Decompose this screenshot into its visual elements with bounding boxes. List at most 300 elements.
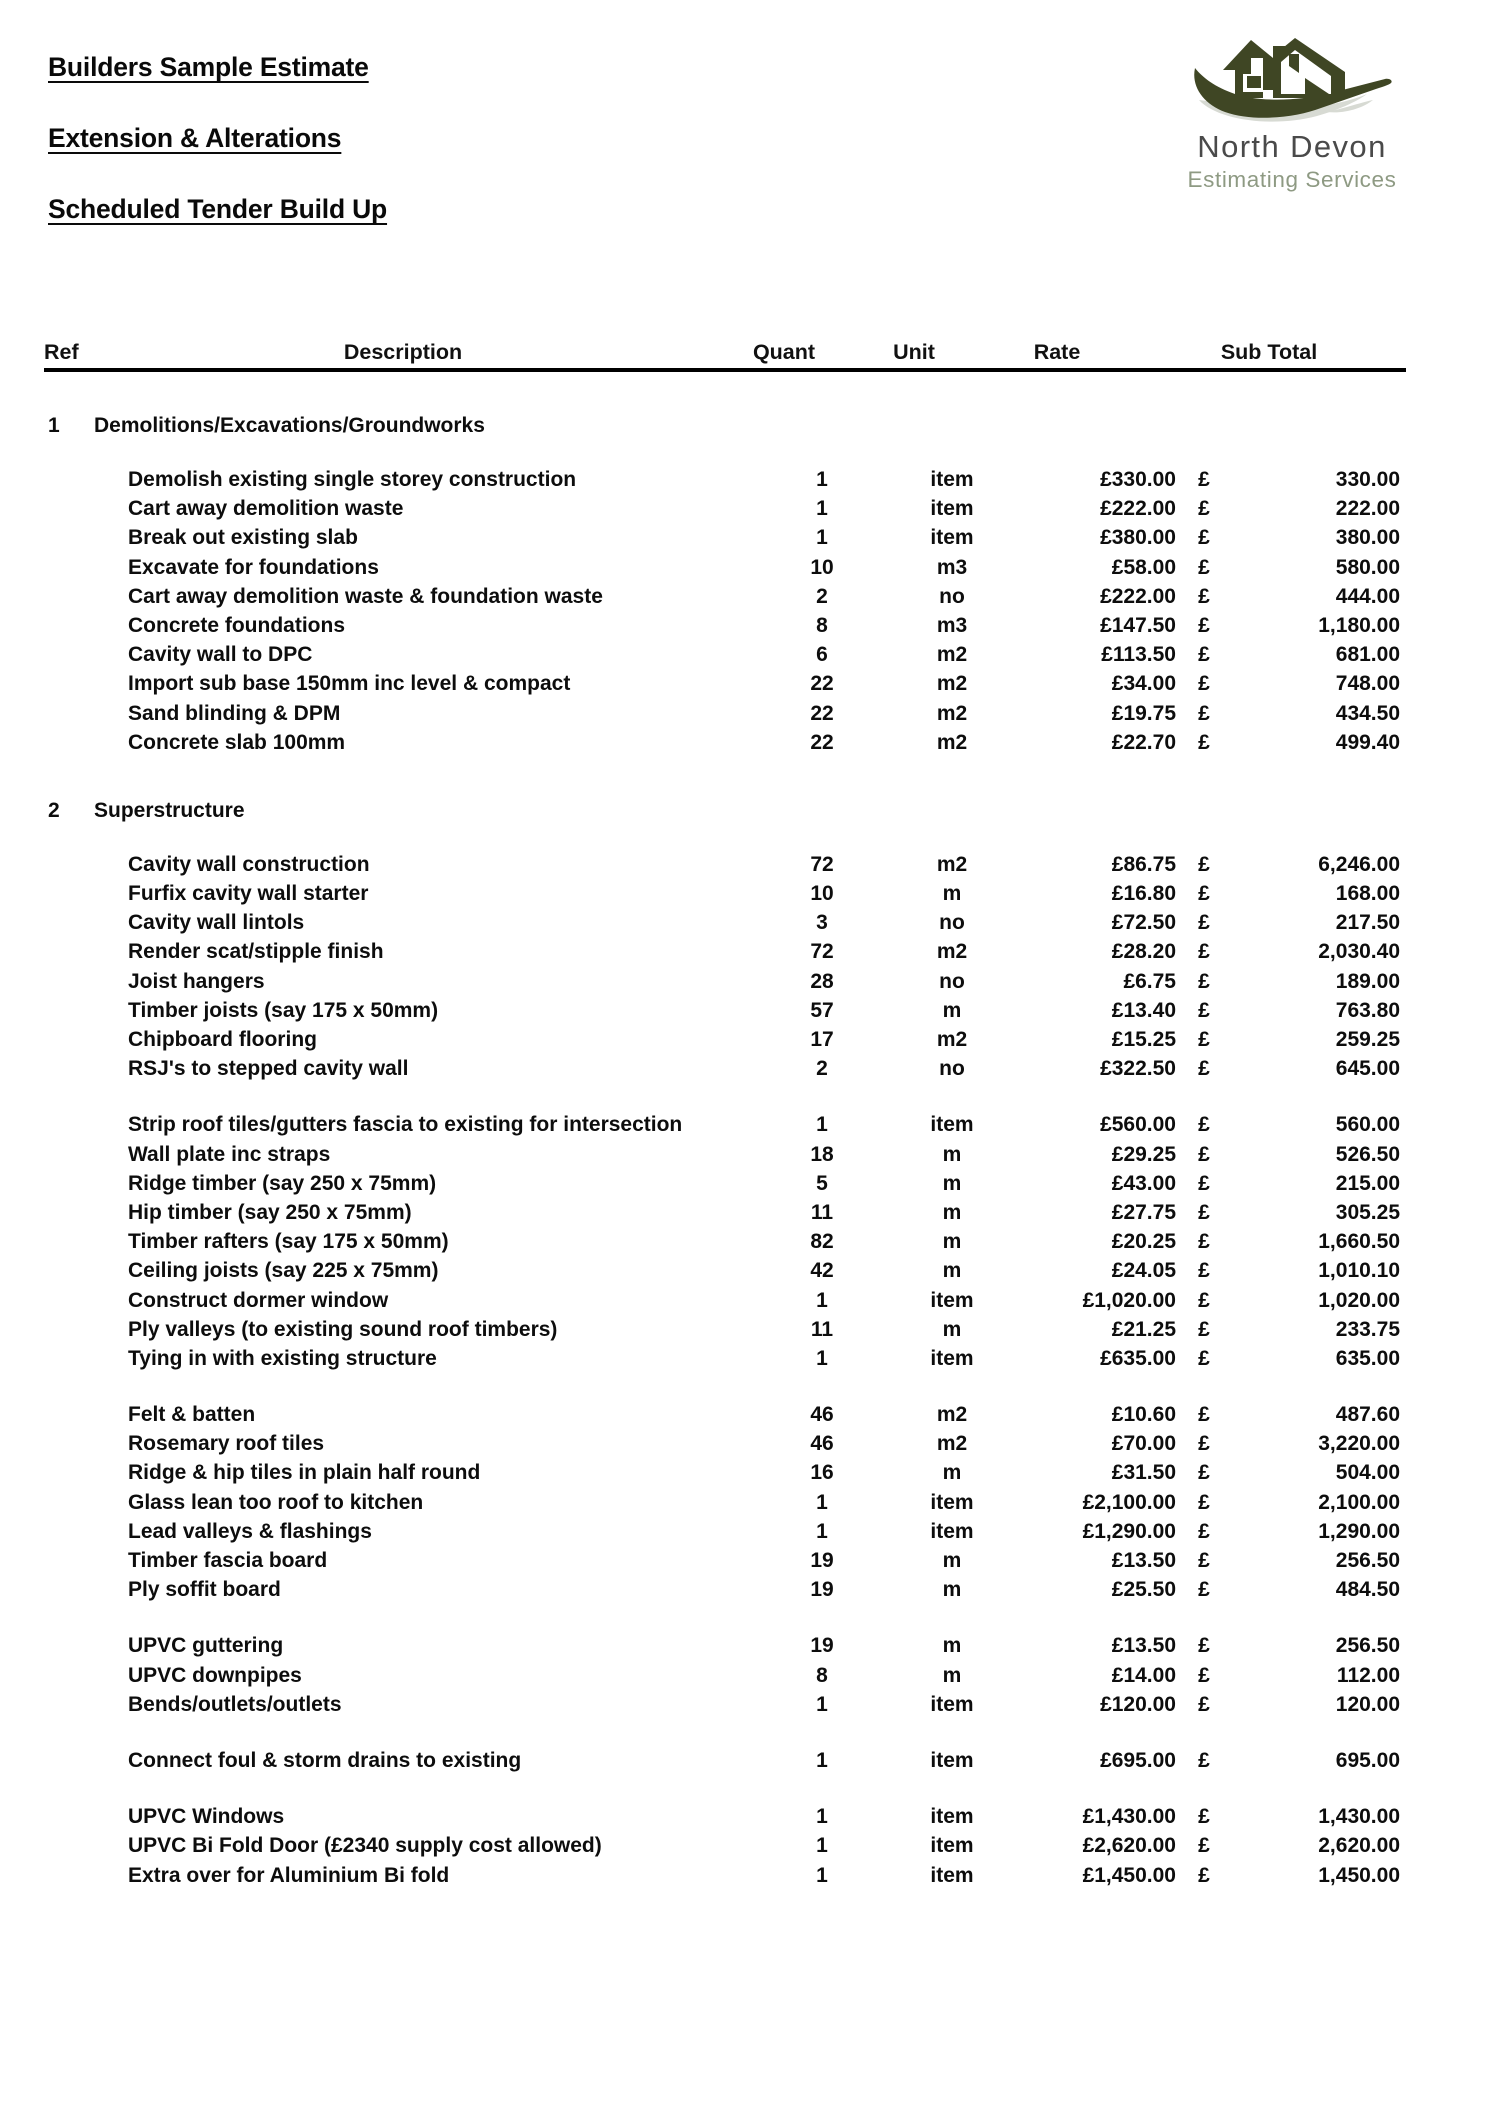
cell-currency: £ <box>1198 1578 1210 1602</box>
cell-currency: £ <box>1198 1317 1210 1341</box>
table-row <box>44 967 1406 996</box>
cell-unit: item <box>930 1288 974 1312</box>
cell-description: UPVC downpipes <box>128 1663 302 1687</box>
cell-currency: £ <box>1198 730 1210 754</box>
cell-description: Cart away demolition waste <box>128 497 404 521</box>
cell-description: Ridge & hip tiles in plain half round <box>128 1461 481 1485</box>
cell-sub-total: 189.00 <box>1335 969 1400 993</box>
cell-quant: 22 <box>810 701 834 725</box>
cell-currency: £ <box>1198 1028 1210 1051</box>
cell-sub-total: 645.00 <box>1335 1057 1400 1081</box>
house-on-leaf-logo-icon <box>1177 28 1407 133</box>
cell-quant: 19 <box>810 1578 834 1602</box>
cell-sub-total: 233.75 <box>1335 1317 1400 1341</box>
cell-sub-total: 580.00 <box>1335 555 1400 579</box>
cell-quant: 1 <box>816 1863 828 1887</box>
cell-unit: m2 <box>936 672 968 696</box>
cell-quant: 82 <box>810 1230 834 1254</box>
section-header <box>44 799 1406 823</box>
cell-sub-total: 526.50 <box>1335 1142 1400 1166</box>
cell-quant: 19 <box>810 1549 834 1572</box>
cell-rate: £31.50 <box>1111 1461 1176 1485</box>
cell-sub-total: 2,030.40 <box>1318 940 1400 964</box>
cell-rate: £222.00 <box>1100 497 1176 521</box>
cell-unit: m2 <box>936 701 968 725</box>
cell-currency: £ <box>1198 1113 1210 1137</box>
group-spacer <box>44 1083 1406 1110</box>
cell-rate: £58.00 <box>1111 555 1176 579</box>
cell-quant: 1 <box>816 1288 828 1312</box>
row-group <box>44 1400 1406 1604</box>
cell-rate: £120.00 <box>1100 1692 1176 1716</box>
cell-rate: £222.00 <box>1100 584 1176 608</box>
cell-quant: 22 <box>810 730 834 754</box>
table-row <box>44 1169 1406 1198</box>
cell-unit: m <box>942 1549 962 1572</box>
cell-quant: 1 <box>816 468 828 491</box>
cell-description: RSJ's to stepped cavity wall <box>128 1057 409 1081</box>
cell-rate: £20.25 <box>1111 1230 1176 1254</box>
cell-currency: £ <box>1198 584 1210 608</box>
cell-currency: £ <box>1198 468 1210 491</box>
cell-description: Felt & batten <box>128 1403 256 1427</box>
cell-rate: £24.05 <box>1111 1259 1176 1283</box>
cell-rate: £1,430.00 <box>1082 1805 1176 1829</box>
cell-unit: m <box>942 882 962 906</box>
section-title: Demolitions/Excavations/Groundworks <box>94 414 485 437</box>
cell-sub-total: 259.25 <box>1335 1028 1400 1051</box>
table-row <box>44 937 1406 966</box>
cell-sub-total: 6,246.00 <box>1318 852 1400 876</box>
cell-description: Break out existing slab <box>128 526 358 550</box>
cell-sub-total: 1,290.00 <box>1318 1519 1400 1543</box>
cell-quant: 1 <box>816 1346 828 1370</box>
cell-unit: item <box>930 1834 974 1858</box>
cell-description: Rosemary roof tiles <box>128 1432 325 1456</box>
cell-description: Strip roof tiles/gutters fascia to existing for intersection <box>128 1113 683 1137</box>
cell-currency: £ <box>1198 526 1210 550</box>
group-spacer <box>44 1775 1406 1802</box>
column-header-unit: Unit <box>893 340 935 364</box>
cell-sub-total: 1,430.00 <box>1318 1805 1400 1829</box>
cell-unit: item <box>930 1692 974 1716</box>
table-row <box>44 1458 1406 1487</box>
cell-rate: £635.00 <box>1100 1346 1176 1370</box>
cell-unit: m3 <box>936 613 968 637</box>
column-header-sub-total: Sub Total <box>1220 340 1318 364</box>
cell-unit: no <box>939 969 965 993</box>
cell-rate: £1,450.00 <box>1082 1863 1176 1887</box>
cell-currency: £ <box>1198 1200 1210 1224</box>
section-spacer <box>44 823 1406 850</box>
cell-rate: £380.00 <box>1100 526 1176 550</box>
cell-currency: £ <box>1198 1549 1210 1572</box>
cell-description: Extra over for Aluminium Bi fold <box>128 1863 450 1887</box>
cell-quant: 28 <box>810 969 834 993</box>
cell-description: Wall plate inc straps <box>128 1142 331 1166</box>
cell-quant: 19 <box>810 1634 834 1658</box>
table-row <box>44 1315 1406 1344</box>
cell-currency: £ <box>1198 1142 1210 1166</box>
cell-currency: £ <box>1198 1171 1210 1195</box>
cell-currency: £ <box>1198 1663 1210 1687</box>
cell-currency: £ <box>1198 1490 1210 1514</box>
table-row <box>44 1198 1406 1227</box>
cell-sub-total: 681.00 <box>1335 643 1400 667</box>
cell-rate: £72.50 <box>1111 911 1176 935</box>
cell-description: Sand blinding & DPM <box>128 701 341 725</box>
cell-currency: £ <box>1198 613 1210 637</box>
table-row <box>44 908 1406 937</box>
table-row <box>44 1631 1406 1660</box>
cell-quant: 1 <box>816 1113 828 1137</box>
cell-rate: £13.40 <box>1111 998 1176 1022</box>
cell-currency: £ <box>1198 672 1210 696</box>
table-row <box>44 996 1406 1025</box>
cell-sub-total: 695.00 <box>1335 1748 1400 1772</box>
cell-currency: £ <box>1198 1288 1210 1312</box>
cell-currency: £ <box>1198 998 1210 1022</box>
cell-rate: £22.70 <box>1111 730 1176 754</box>
column-header-ref: Ref <box>44 340 79 364</box>
cell-currency: £ <box>1198 911 1210 935</box>
cell-sub-total: 763.80 <box>1335 998 1400 1022</box>
cell-unit: item <box>930 1805 974 1829</box>
cell-description: Glass lean too roof to kitchen <box>128 1490 424 1514</box>
cell-unit: m3 <box>936 555 968 579</box>
cell-sub-total: 217.50 <box>1335 911 1400 935</box>
cell-currency: £ <box>1198 497 1210 521</box>
cell-rate: £29.25 <box>1111 1142 1176 1166</box>
cell-unit: m <box>942 1317 962 1341</box>
cell-currency: £ <box>1198 1259 1210 1283</box>
section-ref: 1 <box>48 414 60 437</box>
cell-sub-total: 2,100.00 <box>1318 1490 1400 1514</box>
document-type-title: Scheduled Tender Build Up <box>48 194 388 224</box>
cell-currency: £ <box>1198 1863 1210 1887</box>
cell-currency: £ <box>1198 643 1210 667</box>
cell-description: UPVC guttering <box>128 1634 284 1658</box>
section-ref: 2 <box>48 798 60 822</box>
title-line-3 <box>48 194 1048 265</box>
row-group <box>44 1631 1406 1719</box>
table-row <box>44 669 1406 698</box>
cell-rate: £6.75 <box>1123 969 1176 993</box>
cell-unit: m <box>942 998 962 1022</box>
cell-quant: 8 <box>816 1663 828 1687</box>
cell-quant: 42 <box>810 1259 834 1283</box>
cell-sub-total: 635.00 <box>1335 1346 1400 1370</box>
cell-rate: £70.00 <box>1111 1432 1176 1456</box>
cell-unit: m <box>942 1142 962 1166</box>
cell-currency: £ <box>1198 555 1210 579</box>
cell-quant: 10 <box>810 555 834 579</box>
cell-quant: 1 <box>816 1519 828 1543</box>
cell-quant: 1 <box>816 1748 828 1772</box>
cell-quant: 2 <box>816 1057 828 1081</box>
cell-unit: item <box>930 468 974 491</box>
cell-quant: 11 <box>810 1317 834 1341</box>
table-row <box>44 1575 1406 1604</box>
cell-quant: 1 <box>816 497 828 521</box>
cell-rate: £15.25 <box>1111 1028 1176 1051</box>
cell-description: Render scat/stipple finish <box>128 940 384 964</box>
title-line-1 <box>48 52 1048 123</box>
cell-rate: £27.75 <box>1111 1200 1176 1224</box>
cell-quant: 5 <box>816 1171 828 1195</box>
table-row <box>44 728 1406 757</box>
table-row <box>44 1140 1406 1169</box>
group-spacer <box>44 1719 1406 1746</box>
table-row <box>44 640 1406 669</box>
cell-quant: 16 <box>810 1461 834 1485</box>
table-row <box>44 465 1406 494</box>
cell-quant: 72 <box>810 940 834 964</box>
table-row <box>44 850 1406 879</box>
table-row <box>44 699 1406 728</box>
cell-rate: £10.60 <box>1111 1403 1176 1427</box>
table-row <box>44 1344 1406 1373</box>
cell-rate: £2,100.00 <box>1082 1490 1176 1514</box>
cell-sub-total: 215.00 <box>1335 1171 1400 1195</box>
table-body <box>44 414 1406 1890</box>
cell-sub-total: 748.00 <box>1335 672 1400 696</box>
cell-quant: 1 <box>816 526 828 550</box>
cell-rate: £330.00 <box>1100 468 1176 491</box>
cell-currency: £ <box>1198 1432 1210 1456</box>
table-row <box>44 1861 1406 1890</box>
cell-unit: m <box>942 1200 962 1224</box>
table-row <box>44 1690 1406 1719</box>
cell-unit: no <box>939 1057 965 1081</box>
cell-unit: item <box>930 1346 974 1370</box>
cell-sub-total: 256.50 <box>1335 1549 1400 1572</box>
cell-quant: 17 <box>810 1028 834 1051</box>
company-logo <box>1142 28 1442 191</box>
cell-description: Timber joists (say 175 x 50mm) <box>128 998 439 1022</box>
cell-rate: £560.00 <box>1100 1113 1176 1137</box>
cell-rate: £34.00 <box>1111 672 1176 696</box>
project-subtitle: Extension & Alterations <box>48 123 342 153</box>
row-group <box>44 850 1406 1084</box>
cell-quant: 46 <box>810 1403 834 1427</box>
cell-sub-total: 112.00 <box>1336 1663 1400 1687</box>
cell-quant: 8 <box>816 613 828 637</box>
table-row <box>44 1429 1406 1458</box>
cell-quant: 10 <box>810 882 834 906</box>
section-header <box>44 414 1406 438</box>
cell-currency: £ <box>1198 1519 1210 1543</box>
table-row <box>44 1025 1406 1054</box>
cell-currency: £ <box>1198 1748 1210 1772</box>
cell-quant: 2 <box>816 584 828 608</box>
cell-sub-total: 504.00 <box>1335 1461 1400 1485</box>
table-row <box>44 1661 1406 1690</box>
table-row <box>44 1517 1406 1546</box>
table-row <box>44 1488 1406 1517</box>
cell-rate: £695.00 <box>1100 1748 1176 1772</box>
cell-currency: £ <box>1198 1834 1210 1858</box>
cell-rate: £43.00 <box>1111 1171 1176 1195</box>
cell-currency: £ <box>1198 1230 1210 1254</box>
cell-unit: m <box>942 1663 962 1687</box>
cell-sub-total: 305.25 <box>1335 1200 1400 1224</box>
table-row <box>44 1831 1406 1860</box>
row-group <box>44 1802 1406 1890</box>
cell-rate: £19.75 <box>1111 701 1176 725</box>
table-row <box>44 1256 1406 1285</box>
cell-unit: item <box>930 526 974 550</box>
cell-sub-total: 1,450.00 <box>1318 1863 1400 1887</box>
cell-unit: no <box>939 584 965 608</box>
cell-description: Cavity wall to DPC <box>128 643 313 667</box>
logo-company-name: North Devon <box>1197 129 1387 164</box>
table-row <box>44 523 1406 552</box>
page-title: Builders Sample Estimate <box>48 52 369 82</box>
cell-quant: 1 <box>816 1805 828 1829</box>
cell-description: Connect foul & storm drains to existing <box>128 1748 522 1772</box>
group-spacer <box>44 1604 1406 1631</box>
cell-unit: m <box>942 1634 962 1658</box>
cell-description: Ridge timber (say 250 x 75mm) <box>128 1171 437 1195</box>
cell-currency: £ <box>1198 852 1210 876</box>
cell-description: Demolish existing single storey construction <box>128 468 577 491</box>
row-group <box>44 1110 1406 1373</box>
cell-sub-total: 380.00 <box>1335 526 1400 550</box>
cell-unit: m2 <box>936 730 968 754</box>
cell-description: Ceiling joists (say 225 x 75mm) <box>128 1259 439 1283</box>
cell-rate: £2,620.00 <box>1082 1834 1176 1858</box>
section-spacer <box>44 438 1406 465</box>
cell-description: Cavity wall lintols <box>128 911 305 935</box>
cell-quant: 72 <box>810 852 834 876</box>
cell-sub-total: 330.00 <box>1335 468 1400 491</box>
cell-sub-total: 484.50 <box>1335 1578 1400 1602</box>
cell-unit: item <box>930 1519 974 1543</box>
cell-rate: £25.50 <box>1111 1578 1176 1602</box>
estimate-table <box>44 340 1406 1890</box>
cell-rate: £28.20 <box>1111 940 1176 964</box>
cell-description: UPVC Bi Fold Door (£2340 supply cost allowed) <box>128 1834 602 1858</box>
cell-description: Ply soffit board <box>128 1578 281 1602</box>
cell-sub-total: 120.00 <box>1335 1692 1400 1716</box>
cell-unit: m2 <box>936 1028 968 1051</box>
cell-sub-total: 168.00 <box>1335 882 1400 906</box>
cell-sub-total: 434.50 <box>1335 701 1400 725</box>
cell-quant: 46 <box>810 1432 834 1456</box>
cell-description: Concrete foundations <box>128 613 346 637</box>
group-spacer <box>44 1373 1406 1400</box>
cell-currency: £ <box>1198 1692 1210 1716</box>
cell-unit: m <box>942 1461 962 1485</box>
cell-rate: £13.50 <box>1111 1634 1176 1658</box>
cell-rate: £147.50 <box>1100 613 1176 637</box>
cell-sub-total: 256.50 <box>1335 1634 1400 1658</box>
cell-description: Construct dormer window <box>128 1288 389 1312</box>
header-rule <box>44 368 1406 372</box>
cell-sub-total: 1,010.10 <box>1318 1259 1400 1283</box>
cell-currency: £ <box>1198 701 1210 725</box>
cell-unit: item <box>930 1748 974 1772</box>
table-header-row <box>44 340 1406 368</box>
table-row <box>44 1054 1406 1083</box>
table-row <box>44 494 1406 523</box>
cell-description: Import sub base 150mm inc level & compact <box>128 672 571 696</box>
column-header-quant: Quant <box>752 340 816 364</box>
cell-sub-total: 444.00 <box>1335 584 1400 608</box>
cell-currency: £ <box>1198 1057 1210 1081</box>
column-header-description: Description <box>343 340 463 364</box>
table-row <box>44 1746 1406 1775</box>
cell-unit: m2 <box>936 852 968 876</box>
cell-description: Lead valleys & flashings <box>128 1519 372 1543</box>
cell-unit: m2 <box>936 1403 968 1427</box>
cell-description: Cart away demolition waste & foundation waste <box>128 584 603 608</box>
cell-currency: £ <box>1198 1403 1210 1427</box>
cell-sub-total: 1,180.00 <box>1318 613 1400 637</box>
table-row <box>44 553 1406 582</box>
cell-unit: item <box>930 1863 974 1887</box>
logo-company-subtitle: Estimating Services <box>1187 166 1397 192</box>
table-row <box>44 611 1406 640</box>
cell-unit: m2 <box>936 1432 968 1456</box>
cell-quant: 1 <box>816 1692 828 1716</box>
cell-unit: item <box>930 1490 974 1514</box>
table-row <box>44 1110 1406 1139</box>
cell-unit: m <box>942 1230 962 1254</box>
cell-currency: £ <box>1198 969 1210 993</box>
cell-quant: 1 <box>816 1490 828 1514</box>
cell-quant: 3 <box>816 911 828 935</box>
cell-unit: no <box>939 911 965 935</box>
cell-sub-total: 3,220.00 <box>1318 1432 1400 1456</box>
cell-unit: m <box>942 1259 962 1283</box>
cell-rate: £113.50 <box>1101 643 1176 667</box>
cell-currency: £ <box>1198 1461 1210 1485</box>
cell-unit: m <box>942 1171 962 1195</box>
cell-currency: £ <box>1198 1346 1210 1370</box>
table-row <box>44 1802 1406 1831</box>
cell-quant: 6 <box>816 643 828 667</box>
cell-sub-total: 2,620.00 <box>1318 1834 1400 1858</box>
cell-description: UPVC Windows <box>128 1805 285 1829</box>
cell-rate: £322.50 <box>1100 1057 1176 1081</box>
cell-currency: £ <box>1198 1805 1210 1829</box>
cell-unit: m2 <box>936 940 968 964</box>
cell-sub-total: 1,660.50 <box>1318 1230 1400 1254</box>
cell-description: Timber rafters (say 175 x 50mm) <box>128 1230 449 1254</box>
cell-currency: £ <box>1198 940 1210 964</box>
table-row <box>44 1227 1406 1256</box>
cell-unit: m <box>942 1578 962 1602</box>
cell-rate: £21.25 <box>1111 1317 1176 1341</box>
cell-unit: item <box>930 1113 974 1137</box>
row-group <box>44 465 1406 757</box>
cell-description: Furfix cavity wall starter <box>128 882 369 906</box>
cell-quant: 1 <box>816 1834 828 1858</box>
cell-description: Bends/outlets/outlets <box>128 1692 342 1716</box>
cell-rate: £1,020.00 <box>1082 1288 1176 1312</box>
cell-quant: 22 <box>810 672 834 696</box>
cell-sub-total: 487.60 <box>1335 1403 1400 1427</box>
cell-quant: 11 <box>810 1200 834 1224</box>
cell-description: Excavate for foundations <box>128 555 379 579</box>
cell-sub-total: 1,020.00 <box>1318 1288 1400 1312</box>
document-header <box>48 52 1048 265</box>
table-row <box>44 1286 1406 1315</box>
cell-description: Joist hangers <box>128 969 265 993</box>
cell-unit: item <box>930 497 974 521</box>
